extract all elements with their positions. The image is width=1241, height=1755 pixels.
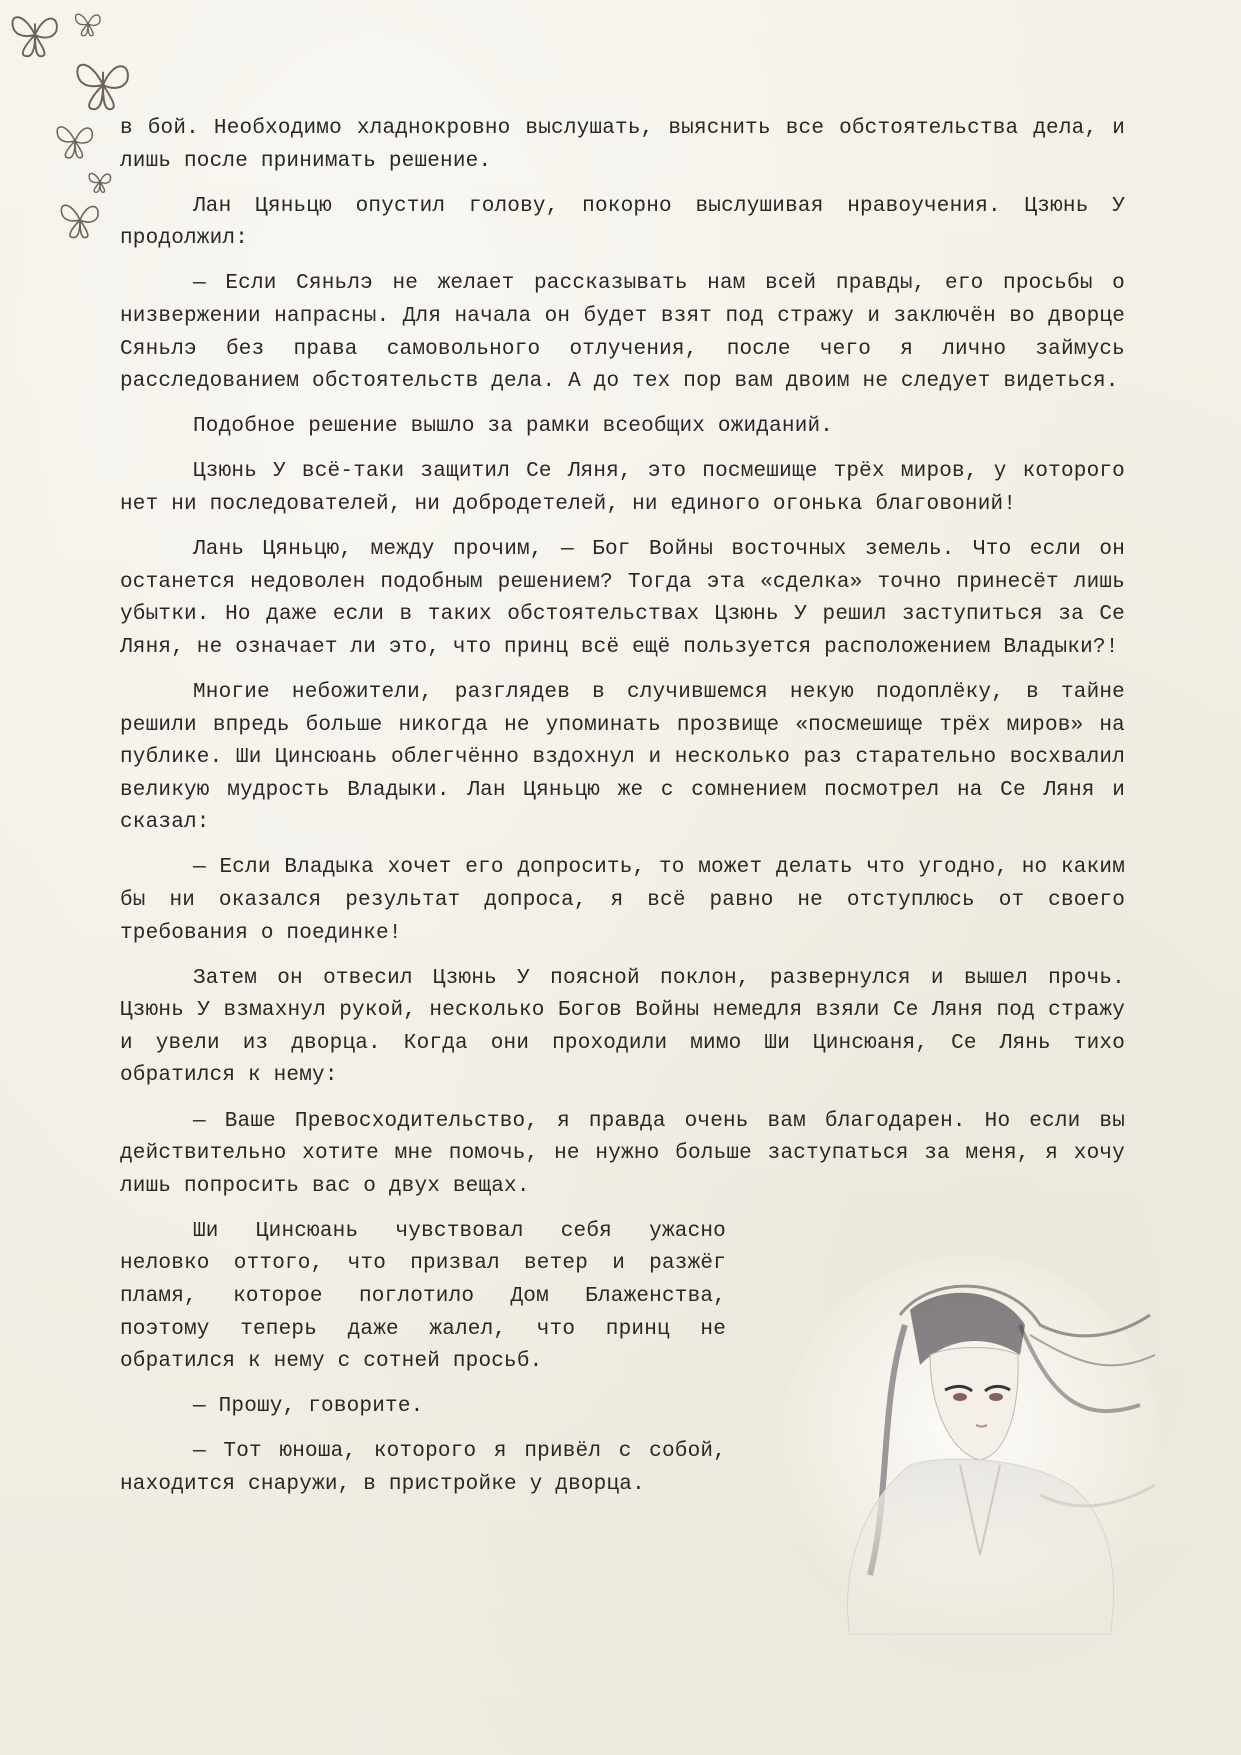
butterfly-icon	[86, 168, 114, 196]
butterfly-icon	[52, 118, 98, 164]
butterfly-icon	[56, 196, 104, 244]
paragraph: Подобное решение вышло за рамки всеобщих ожиданий.	[193, 415, 834, 439]
paragraph: в бой. Необходимо хладнокровно выслушать, выяснить все обстоятельства дела, и лишь после принимать решение.	[120, 117, 1125, 173]
character-illustration	[780, 1255, 1160, 1635]
paragraph: Ши Цинсюань чувствовал себя ужасно неловко оттого, что призвал ветер и разжёг пламя, которое поглотило Дом Блаженства, поэтому теперь даже жалел, что принц не обратился к нему с сотней просьб.	[120, 1219, 726, 1374]
butterfly-icon	[72, 8, 104, 40]
paragraph: Цзюнь У всё-таки защитил Се Ляня, это посмешище трёх миров, у которого нет ни последователей, ни добродетелей, ни единого огонька благовоний!	[120, 460, 1125, 516]
paragraph: — Если Владыка хочет его допросить, то может делать что угодно, но каким бы ни оказался результат допроса, я всё равно не отступлюсь от своего требования о поединке!	[120, 856, 1125, 945]
butterfly-icon	[70, 52, 136, 118]
portrait-icon	[780, 1255, 1160, 1635]
butterfly-icon	[6, 6, 64, 64]
paragraph: Затем он отвесил Цзюнь У поясной поклон, развернулся и вышел прочь. Цзюнь У взмахнул рукой, несколько Богов Войны немедля взяли Се Ляня под стражу и увели из дворца. Когда они проходили мимо Ши Цинсюаня, Се Лянь тихо обратился к нему:	[120, 966, 1125, 1088]
paragraph: — Если Сяньлэ не желает рассказывать нам всей правды, его просьбы о низвержении напрасны. Для начала он будет взят под стражу и заключён во дворце Сяньлэ без права самовольного отлучения, после чего я лично займусь расследованием обстоятельств дела. А до тех пор вам двоим не следует видеться.	[120, 272, 1125, 394]
paragraph: Многие небожители, разглядев в случившемся некую подоплёку, в тайне решили впредь больше никогда не упоминать прозвище «посмешище трёх миров» на публике. Ши Цинсюань облегчённо вздохнул и несколько раз старательно восхвалил великую мудрость Владыки. Лан Цяньцю же с сомнением посмотрел на Се Ляня и сказал:	[120, 680, 1125, 835]
paragraph: — Прошу, говорите.	[193, 1395, 424, 1419]
paragraph: — Тот юноша, которого я привёл с собой, находится снаружи, в пристройке у дворца.	[120, 1440, 726, 1496]
paragraph: Лань Цяньцю, между прочим, — Бог Войны восточных земель. Что если он останется недоволен подобным решением? Тогда эта «сделка» точно принесёт лишь убытки. Но даже если в таких обстоятельствах Цзюнь У решил заступиться за Се Ляня, не означает ли это, что принц всё ещё пользуется расположением Владыки?!	[120, 538, 1125, 659]
paragraph: — Ваше Превосходительство, я правда очень вам благодарен. Но если вы действительно хотите мне помочь, не нужно больше заступаться за меня, я хочу лишь попросить вас о двух вещах.	[120, 1109, 1125, 1198]
paragraph: Лан Цяньцю опустил голову, покорно выслушивая нравоучения. Цзюнь У продолжил:	[120, 194, 1125, 251]
